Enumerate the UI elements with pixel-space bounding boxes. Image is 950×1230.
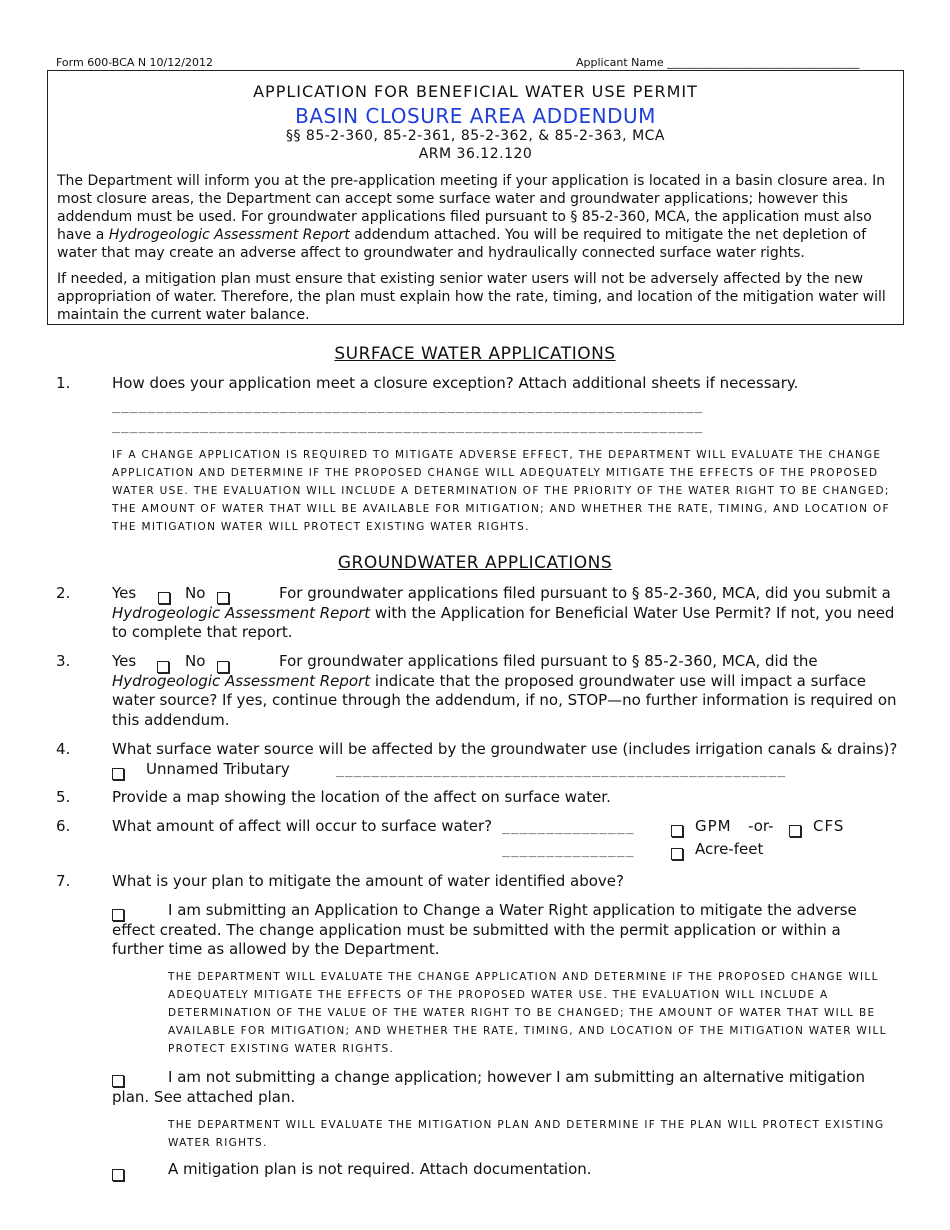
statute-reference: §§ 85-2-360, 85-2-361, 85-2-362, & 85-2-363, MCA xyxy=(285,128,666,144)
q4-number: 4. xyxy=(56,740,71,758)
q6-acre-feet-label: Acre-feet xyxy=(695,840,764,858)
q6-cfs-checkbox[interactable] xyxy=(789,820,801,839)
q6-or-label: -or- xyxy=(748,817,774,835)
q1-answer-line-2[interactable]: ___________________________________________________________________ xyxy=(112,419,704,434)
q7-change-application-text: I am submitting an Application to Change a Water Right application to mitigate the adverse effect created. The change application must be submitted with the permit application or within a further time as allowed by the Department. xyxy=(112,901,857,958)
q6-cfs-label: CFS xyxy=(813,817,845,835)
q7-change-application-note: THE DEPARTMENT WILL EVALUATE THE CHANGE APPLICATION AND DETERMINE IF THE PROPOSED CHANGE WILL ADEQUATELY MITIGATE THE EFFECTS OF THE PROPOSED WATER USE. THE EVALUATION WILL INCLUDE A DETERMINATION OF THE VALUE OF THE WATER RIGHT TO BE CHANGED; THE AMOUNT OF WATER THAT WILL BE AVAILABLE FOR MITIGATION; AND WHETHER THE RATE, TIMING, AND LOCATION OF THE MITIGATION WATER WILL PROTECT EXISTING WATER RIGHTS. xyxy=(168,971,887,1055)
addendum-title: BASIN CLOSURE AREA ADDENDUM xyxy=(295,104,656,128)
q1-text: How does your application meet a closure exception? Attach additional sheets if necessary. xyxy=(112,374,799,392)
q4-text: What surface water source will be affected by the groundwater use (includes irrigation canals & drains)? xyxy=(112,740,898,758)
q7-text: What is your plan to mitigate the amount of water identified above? xyxy=(112,872,624,890)
q6-acre-feet-checkbox[interactable] xyxy=(671,843,683,862)
title-box xyxy=(47,70,904,325)
q7-alternative-plan-note: THE DEPARTMENT WILL EVALUATE THE MITIGATION PLAN AND DETERMINE IF THE PLAN WILL PROTECT EXISTING WATER RIGHTS. xyxy=(168,1119,885,1149)
q2-number: 2. xyxy=(56,584,71,602)
q1-number: 1. xyxy=(56,374,71,392)
q4-source-field[interactable]: ___________________________________________________ xyxy=(336,763,787,778)
q1-note: IF A CHANGE APPLICATION IS REQUIRED TO MITIGATE ADVERSE EFFECT, THE DEPARTMENT WILL EVALUATE THE CHANGE APPLICATION AND DETERMINE IF THE PROPOSED CHANGE WILL ADEQUATELY MITIGATE THE EFFECTS OF THE PROPOSED WATER USE. THE EVALUATION WILL INCLUDE A DETERMINATION OF THE PRIORITY OF THE WATER RIGHT TO BE CHANGED; THE AMOUNT OF WATER THAT WILL BE AVAILABLE FOR MITIGATION; AND WHETHER THE RATE, TIMING, AND LOCATION OF THE MITIGATION WATER WILL PROTECT EXISTING WATER RIGHTS. xyxy=(112,449,890,533)
arm-reference: ARM 36.12.120 xyxy=(418,146,533,162)
q2-no-label: No xyxy=(185,584,206,602)
q6-number: 6. xyxy=(56,817,71,835)
q1-answer-line-1[interactable]: ___________________________________________________________________ xyxy=(112,399,704,414)
q7-not-required-checkbox[interactable] xyxy=(112,1164,124,1183)
q7-number: 7. xyxy=(56,872,71,890)
q2-text: For groundwater applications filed pursuant to § 85-2-360, MCA, did you submit a Hydrogeologic Assessment Report with the Application for Beneficial Water Use Permit? If not, you need to complete that report. xyxy=(112,584,895,641)
q3-text: For groundwater applications filed pursuant to § 85-2-360, MCA, did the Hydrogeologic Assessment Report indicate that the proposed groundwater use will impact a surface water source? If yes, continue through the addendum, if no, STOP—no further information is required on this addendum. xyxy=(112,652,897,729)
q3-yes-label: Yes xyxy=(112,652,137,670)
q3-number: 3. xyxy=(56,652,71,670)
applicant-name-field[interactable]: Applicant Name ___________________________________ xyxy=(576,56,860,69)
q4-unnamed-tributary-label: Unnamed Tributary xyxy=(146,760,290,778)
q4-unnamed-tributary-checkbox[interactable] xyxy=(112,763,124,782)
surface-water-title: SURFACE WATER APPLICATIONS xyxy=(334,344,616,364)
mitigation-paragraph: If needed, a mitigation plan must ensure that existing senior water users will not be adversely affected by the new appropriation of water. Therefore, the plan must explain how the rate, timing, and location of the mitigation water will maintain the current water balance. xyxy=(57,271,886,323)
q5-text: Provide a map showing the location of the affect on surface water. xyxy=(112,788,611,806)
intro-paragraph: The Department will inform you at the pre-application meeting if your application is located in a basin closure area. In most closure areas, the Department can accept some surface water and groundwater applications; however this addendum must be used. For groundwater applications filed pursuant to § 85-2-360, MCA, the application must also have a Hydrogeologic Assessment Report addendum attached. You will be required to mitigate the net depletion of water that may create an adverse affect to groundwater and hydraulically connected surface water rights. xyxy=(57,173,886,261)
form-title: APPLICATION FOR BENEFICIAL WATER USE PERMIT xyxy=(253,82,698,101)
q6-gpm-label: GPM xyxy=(695,817,732,835)
q6-gpm-checkbox[interactable] xyxy=(671,820,683,839)
q3-no-label: No xyxy=(185,652,206,670)
q5-number: 5. xyxy=(56,788,71,806)
q7-alternative-plan-text: I am not submitting a change application; however I am submitting an alternative mitigation plan. See attached plan. xyxy=(112,1068,866,1106)
q7-not-required-text: A mitigation plan is not required. Attach documentation. xyxy=(168,1160,592,1178)
groundwater-title: GROUNDWATER APPLICATIONS xyxy=(337,553,613,573)
q6-text: What amount of affect will occur to surface water? xyxy=(112,817,493,835)
q2-yes-label: Yes xyxy=(112,584,137,602)
q6-volume-field[interactable]: _______________ xyxy=(502,843,635,858)
form-id: Form 600-BCA N 10/12/2012 xyxy=(56,56,213,69)
q6-flow-rate-field[interactable]: _______________ xyxy=(502,820,635,835)
